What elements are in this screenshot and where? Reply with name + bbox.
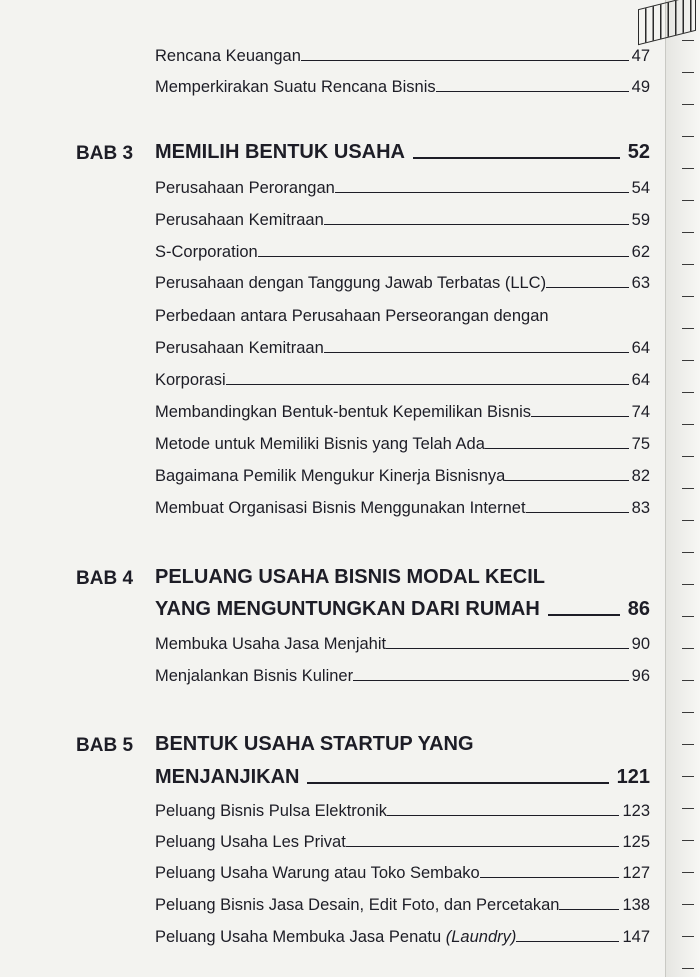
- leader-line: [387, 815, 619, 816]
- entry-title: [155, 928, 516, 947]
- toc-entry[interactable]: [155, 857, 650, 883]
- chapter-heading-line: [155, 728, 650, 756]
- chapter-title: MENJANJIKAN: [155, 766, 300, 788]
- entry-page: 75: [631, 435, 650, 453]
- entry-page: 49: [631, 78, 650, 96]
- edge-tick: [682, 104, 694, 105]
- chapter-page: 52: [627, 141, 650, 163]
- entry-title: Peluang Bisnis Pulsa Elektronik: [155, 802, 388, 820]
- edge-tick: [682, 904, 694, 905]
- edge-tick: [682, 808, 694, 809]
- edge-tick: [682, 296, 694, 297]
- entry-title: Peluang Bisnis Jasa Desain, Edit Foto, dan Percetakan: [155, 896, 560, 914]
- edge-tick: [682, 680, 694, 681]
- toc-entry[interactable]: [155, 492, 650, 518]
- chapter-title: MEMILIH BENTUK USAHA: [155, 141, 405, 163]
- entry-title: Perbedaan antara Perusahaan Perseorangan dengan: [155, 307, 549, 325]
- entry-title: Bagaimana Pemilik Mengukur Kinerja Bisnisnya: [155, 467, 506, 485]
- entry-title: Rencana Keuangan: [155, 47, 301, 65]
- entry-title-italic: (Laundry): [445, 928, 517, 946]
- edge-tick: [682, 200, 694, 201]
- toc-entry[interactable]: [155, 204, 650, 230]
- entry-title: Metode untuk Memiliki Bisnis yang Telah Ada: [155, 435, 485, 453]
- entry-page: 63: [631, 274, 650, 292]
- entry-title: S-Corporation: [155, 243, 258, 261]
- leader-line: [548, 614, 620, 616]
- toc-entry[interactable]: [155, 921, 650, 947]
- entry-page: 96: [631, 667, 650, 685]
- edge-tick: [682, 232, 694, 233]
- edge-tick: [682, 968, 694, 969]
- leader-line: [505, 480, 628, 481]
- edge-tick: [682, 168, 694, 169]
- toc-entry[interactable]: [155, 460, 650, 486]
- edge-tick: [682, 136, 694, 137]
- leader-line: [413, 157, 620, 159]
- entry-title: Korporasi: [155, 371, 226, 389]
- leader-line: [226, 384, 629, 385]
- chapter-heading-line: [155, 561, 650, 589]
- chapter-heading[interactable]: [155, 761, 650, 789]
- edge-tick: [682, 936, 694, 937]
- leader-line: [516, 941, 619, 942]
- entry-title: Membandingkan Bentuk-bentuk Kepemilikan Bisnis: [155, 403, 532, 421]
- edge-tick: [682, 488, 694, 489]
- leader-line: [546, 287, 629, 288]
- entry-page: 54: [631, 179, 650, 197]
- toc-entry[interactable]: [155, 40, 650, 66]
- entry-page: 125: [622, 833, 650, 851]
- edge-tick: [682, 264, 694, 265]
- edge-tick: [682, 712, 694, 713]
- toc-entry[interactable]: [155, 364, 650, 390]
- leader-line: [346, 846, 620, 847]
- leader-line: [301, 60, 629, 61]
- toc-entry[interactable]: [155, 795, 650, 821]
- entry-title: Membuat Organisasi Bisnis Menggunakan Internet: [155, 499, 526, 517]
- toc-entry[interactable]: [155, 428, 650, 454]
- entry-page: 90: [631, 635, 650, 653]
- toc-entry[interactable]: [155, 660, 650, 686]
- entry-page: 64: [631, 371, 650, 389]
- leader-line: [531, 416, 629, 417]
- entry-page: 138: [622, 896, 650, 914]
- leader-line: [258, 256, 629, 257]
- leader-line: [307, 782, 608, 784]
- toc-entry[interactable]: [155, 826, 650, 852]
- edge-tick: [682, 744, 694, 745]
- edge-tick: [682, 360, 694, 361]
- toc-entry[interactable]: [155, 396, 650, 422]
- leader-line: [526, 512, 629, 513]
- entry-title: Perusahaan Kemitraan: [155, 339, 324, 357]
- edge-tick: [682, 392, 694, 393]
- entry-title-text: Peluang Usaha Membuka Jasa Penatu: [155, 928, 446, 946]
- chapter-number: BAB 4: [76, 568, 134, 589]
- entry-title: Memperkirakan Suatu Rencana Bisnis: [155, 78, 436, 96]
- entry-page: 62: [631, 243, 650, 261]
- entry-title: Perusahaan Kemitraan: [155, 211, 324, 229]
- edge-tick: [682, 456, 694, 457]
- chapter-number: BAB 3: [76, 143, 134, 164]
- leader-line: [436, 91, 629, 92]
- leader-line: [324, 224, 629, 225]
- toc-entry[interactable]: [155, 300, 650, 326]
- leader-line: [559, 909, 619, 910]
- entry-title: Menjalankan Bisnis Kuliner: [155, 667, 354, 685]
- entry-page: 123: [622, 802, 650, 820]
- edge-tick: [682, 616, 694, 617]
- edge-tick: [682, 328, 694, 329]
- leader-line: [335, 192, 629, 193]
- chapter-number: BAB 5: [76, 735, 134, 756]
- entry-title: Perusahaan dengan Tanggung Jawab Terbatas (LLC): [155, 274, 547, 292]
- chapter-page: 86: [627, 598, 650, 620]
- chapter-page: 121: [616, 766, 650, 788]
- entry-title: Peluang Usaha Warung atau Toko Sembako: [155, 864, 480, 882]
- chapter-title: BENTUK USAHA STARTUP YANG: [155, 733, 474, 755]
- edge-tick: [682, 40, 694, 41]
- toc-entry[interactable]: [155, 172, 650, 198]
- edge-tick: [682, 648, 694, 649]
- chapter-title: PELUANG USAHA BISNIS MODAL KECIL: [155, 566, 546, 588]
- entry-page: 74: [631, 403, 650, 421]
- entry-title: Perusahaan Perorangan: [155, 179, 335, 197]
- entry-page: 82: [631, 467, 650, 485]
- toc-entry[interactable]: [155, 236, 650, 262]
- page-edge: [665, 0, 700, 977]
- edge-tick: [682, 552, 694, 553]
- edge-tick: [682, 424, 694, 425]
- edge-tick: [682, 520, 694, 521]
- toc-entry[interactable]: [155, 332, 650, 358]
- entry-title: Peluang Usaha Les Privat: [155, 833, 346, 851]
- edge-tick: [682, 584, 694, 585]
- entry-page: 59: [631, 211, 650, 229]
- entry-page: 147: [622, 928, 650, 946]
- entry-title: Membuka Usaha Jasa Menjahit: [155, 635, 387, 653]
- leader-line: [353, 680, 629, 681]
- chapter-heading[interactable]: [155, 593, 650, 621]
- leader-line: [485, 448, 629, 449]
- leader-line: [480, 877, 620, 878]
- toc-entry[interactable]: [155, 628, 650, 654]
- toc-entry[interactable]: [155, 889, 650, 915]
- chapter-heading[interactable]: [155, 136, 650, 164]
- toc-entry[interactable]: [155, 267, 650, 293]
- entry-page: 83: [631, 499, 650, 517]
- edge-tick: [682, 872, 694, 873]
- chapter-title: YANG MENGUNTUNGKAN DARI RUMAH: [155, 598, 540, 620]
- edge-tick: [682, 776, 694, 777]
- entry-page: 127: [622, 864, 650, 882]
- edge-tick: [682, 840, 694, 841]
- edge-tick: [682, 72, 694, 73]
- leader-line: [386, 648, 629, 649]
- entry-page: 64: [631, 339, 650, 357]
- entry-page: 47: [631, 47, 650, 65]
- leader-line: [324, 352, 629, 353]
- toc-entry[interactable]: [155, 71, 650, 97]
